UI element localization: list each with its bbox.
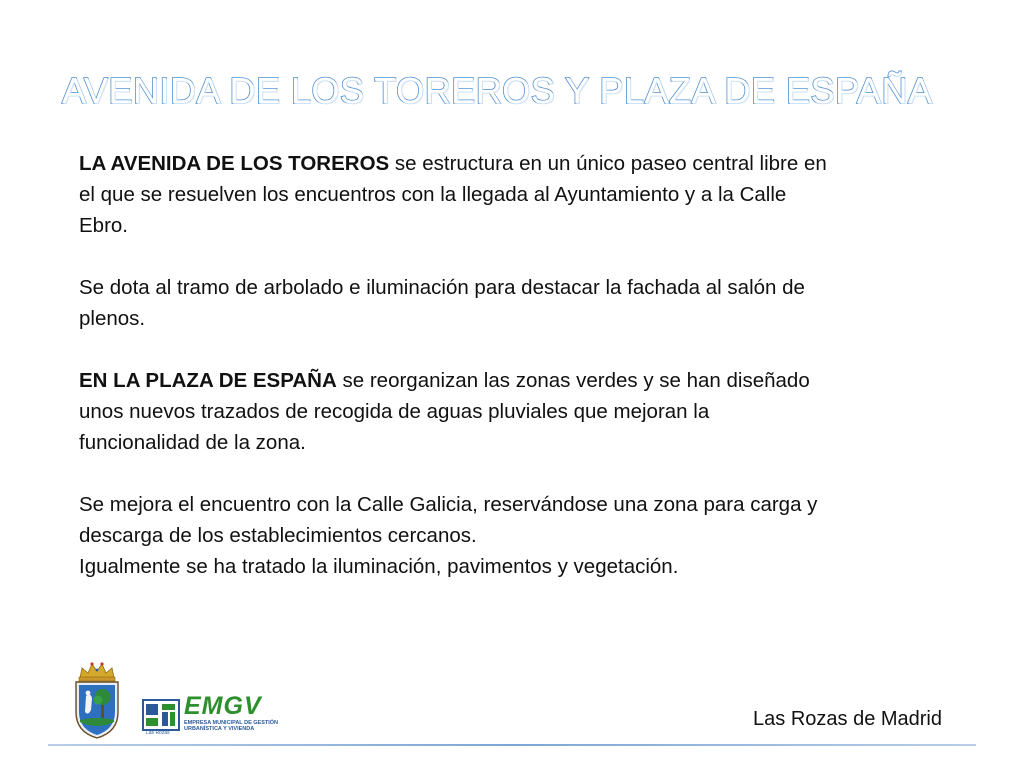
footer-location: Las Rozas de Madrid: [753, 708, 942, 730]
line-text: el que se resuelven los encuentros con la llegada al Ayuntamiento y a la Calle: [79, 183, 787, 206]
emgv-logo-word: EMGV: [184, 692, 262, 720]
footer-divider: [48, 744, 976, 746]
line-text: plenos.: [79, 307, 146, 330]
emgv-logo: [142, 692, 284, 738]
emgv-logo-subtitle: EMPRESA MUNICIPAL DE GESTIÓN URBANÍSTICA Y VIVIENDA: [184, 720, 279, 732]
paragraph-arbolado: [79, 272, 919, 334]
line-text: Ebro.: [79, 214, 128, 237]
line-text: Igualmente se ha tratado la iluminación, pavimentos y vegetación.: [79, 555, 679, 578]
line-text: se reorganizan las zonas verdes y se han diseñado: [336, 369, 810, 392]
bold-heading-plaza: EN LA PLAZA DE ESPAÑA: [79, 369, 337, 392]
paragraph-galicia: [79, 489, 919, 582]
slide-title: AVENIDA DE LOS TOREROS Y PLAZA DE ESPAÑA: [62, 70, 933, 111]
text-line: [79, 365, 919, 396]
line-text: Se dota al tramo de arbolado e iluminación para destacar la fachada al salón de: [79, 276, 805, 299]
line-text: se estructura en un único paseo central libre en: [389, 152, 827, 175]
line-text: unos nuevos trazados de recogida de aguas pluviales que mejoran la: [79, 400, 710, 423]
emgv-mark-caption: Las Rozas: [146, 730, 170, 736]
paragraph-plaza: [79, 365, 919, 458]
emgv-logo-icon: [142, 692, 182, 736]
paragraph-avenida: [79, 148, 919, 241]
line-text: funcionalidad de la zona.: [79, 431, 306, 454]
text-line: [79, 148, 919, 179]
slide-body: [79, 148, 919, 582]
line-text: descarga de los establecimientos cercanos.: [79, 524, 477, 547]
line-text: Se mejora el encuentro con la Calle Galicia, reservándose una zona para carga y: [79, 493, 818, 516]
bold-heading-avenida: LA AVENIDA DE LOS TOREROS: [79, 152, 390, 175]
municipal-coat-of-arms-icon: [70, 660, 124, 740]
